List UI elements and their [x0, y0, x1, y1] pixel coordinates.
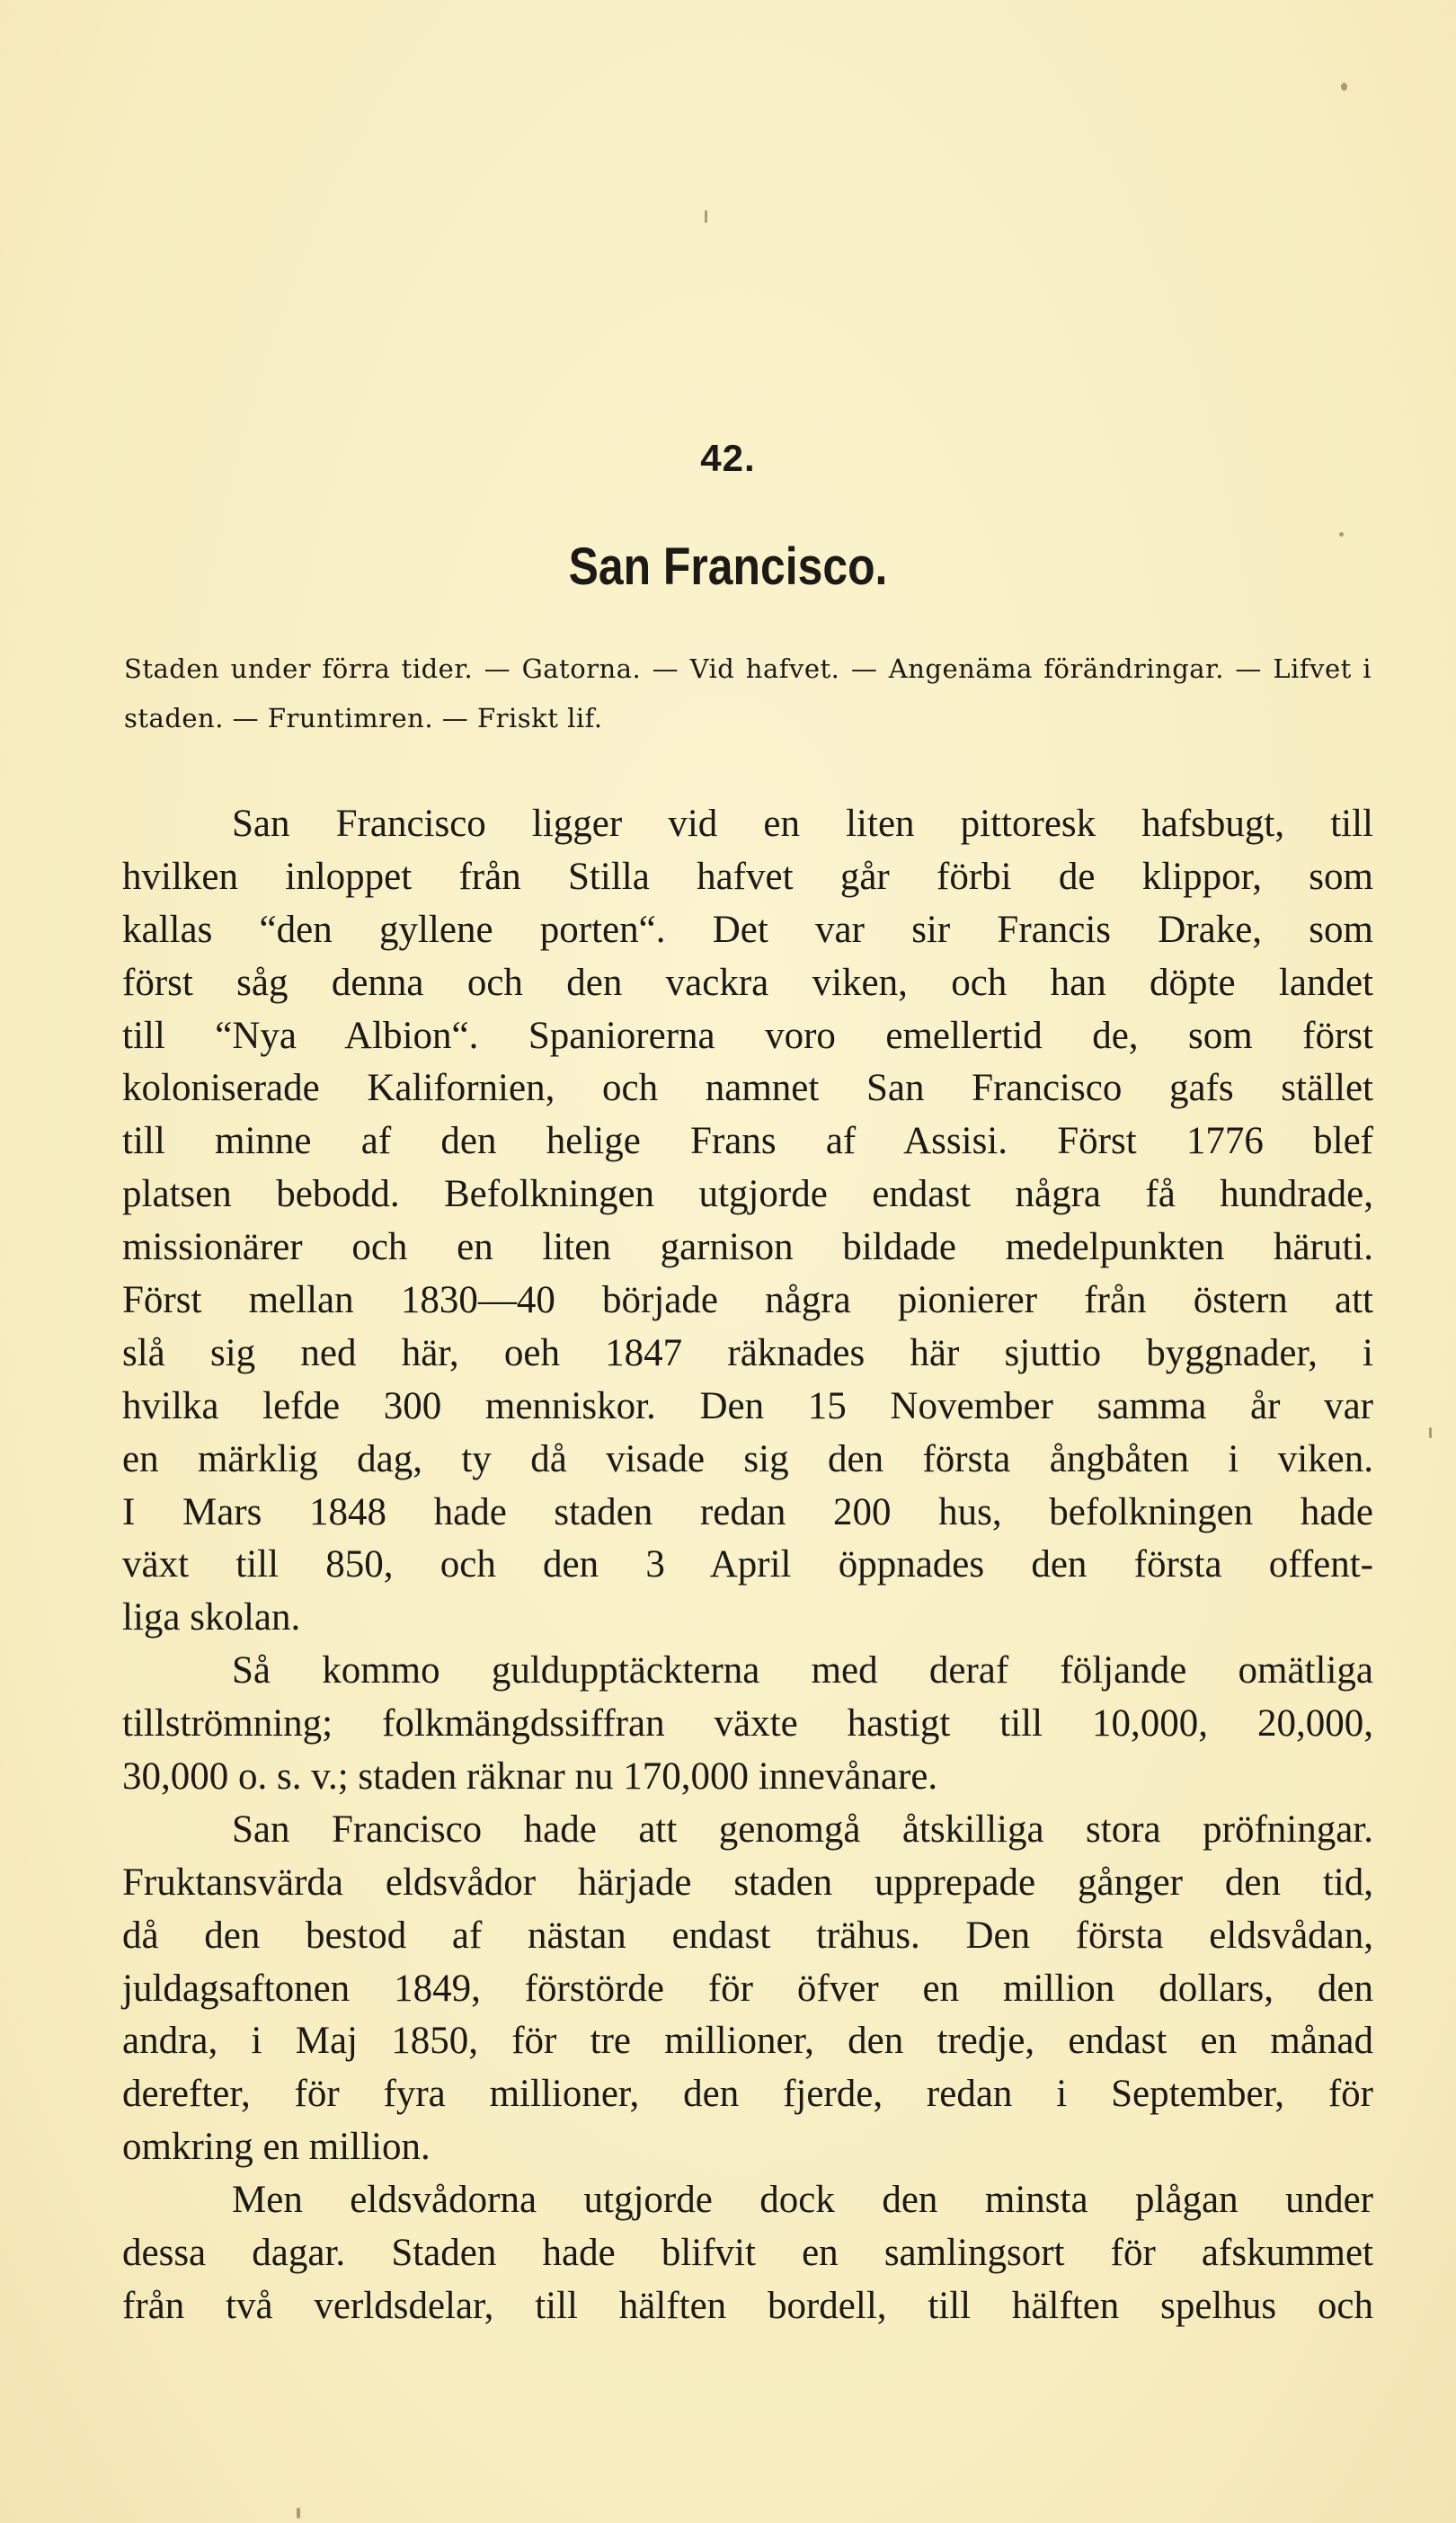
body-line: Så kommo guldupptäckterna med deraf följande omätliga — [232, 1649, 1373, 1692]
body-line: växt till 850, och den 3 April öppnades den första offent- — [122, 1543, 1373, 1586]
body-line: till “Nya Albion“. Spaniorerna voro emellertid de, som först — [122, 1014, 1373, 1057]
chapter-title: San Francisco. — [568, 537, 888, 596]
chapter-summary: Staden under förra tider. — Gatorna. — Vid hafvet. — Angenäma förändringar. — Lifvet i staden. — Fruntimren. — Friskt lif. — [124, 653, 1372, 733]
body-text — [122, 798, 1373, 2333]
body-line: 30,000 o. s. v.; staden räknar nu 170,000 innevånare. — [122, 1755, 938, 1799]
body-line: andra, i Maj 1850, för tre millioner, den tredje, endast en månad — [122, 2020, 1373, 2063]
body-line: I Mars 1848 hade staden redan 200 hus, befolkningen hade — [122, 1490, 1373, 1533]
body-line: slå sig ned här, oeh 1847 räknades här sjuttio byggnader, i — [122, 1331, 1373, 1374]
body-line: San Francisco ligger vid en liten pittoresk hafsbugt, till — [232, 803, 1373, 845]
body-line: hvilken inloppet från Stilla hafvet går förbi de klippor, som — [122, 855, 1373, 898]
body-line: missionärer och en liten garnison bildade medelpunkten häruti. — [122, 1226, 1373, 1269]
body-line: då den bestod af nästan endast trähus. Den första eldsvådan, — [122, 1914, 1373, 1957]
body-line: Men eldsvådorna utgjorde dock den minsta plågan under — [232, 2179, 1373, 2222]
body-line: Först mellan 1830—40 började några pionierer från östern att — [122, 1279, 1373, 1322]
paper-speck — [1339, 532, 1344, 537]
body-line: tillströmning; folkmängdssiffran växte hastigt till 10,000, 20,000, — [122, 1702, 1373, 1746]
body-line: juldagsaftonen 1849, förstörde för öfver en million dollars, den — [122, 1967, 1373, 2010]
paper-speck — [1429, 1427, 1432, 1438]
body-line: till minne af den helige Frans af Assisi. Först 1776 blef — [122, 1120, 1373, 1163]
body-line: dessa dagar. Staden hade blifvit en samlingsort för afskummet — [122, 2232, 1373, 2275]
body-line: en märklig dag, ty då visade sig den första ångbåten i viken. — [122, 1437, 1373, 1480]
body-line: omkring en million. — [122, 2126, 431, 2169]
body-line: San Francisco hade att genomgå åtskilliga stora pröfningar. — [232, 1808, 1373, 1851]
paper-speck — [297, 2508, 300, 2519]
body-line: från två verldsdelar, till hälften bordell, till hälften spelhus och — [122, 2284, 1373, 2327]
body-line: koloniserade Kalifornien, och namnet San Francisco gafs stället — [122, 1067, 1373, 1110]
chapter-number: 42. — [700, 437, 756, 479]
body-line: kallas “den gyllene porten“. Det var sir Francis Drake, som — [122, 908, 1373, 951]
body-line: hvilka lefde 300 menniskor. Den 15 November samma år var — [122, 1384, 1373, 1427]
body-line: först såg denna och den vackra viken, och han döpte landet — [122, 961, 1373, 1004]
paper-speck — [1341, 83, 1347, 91]
body-line: derefter, för fyra millioner, den fjerde, redan i September, för — [122, 2073, 1373, 2116]
body-line: Fruktansvärda eldsvådor härjade staden upprepade gånger den tid, — [122, 1861, 1373, 1904]
paper-speck — [705, 210, 707, 223]
body-line: liga skolan. — [122, 1596, 301, 1639]
body-line: platsen bebodd. Befolkningen utgjorde endast några få hundrade, — [122, 1173, 1373, 1216]
